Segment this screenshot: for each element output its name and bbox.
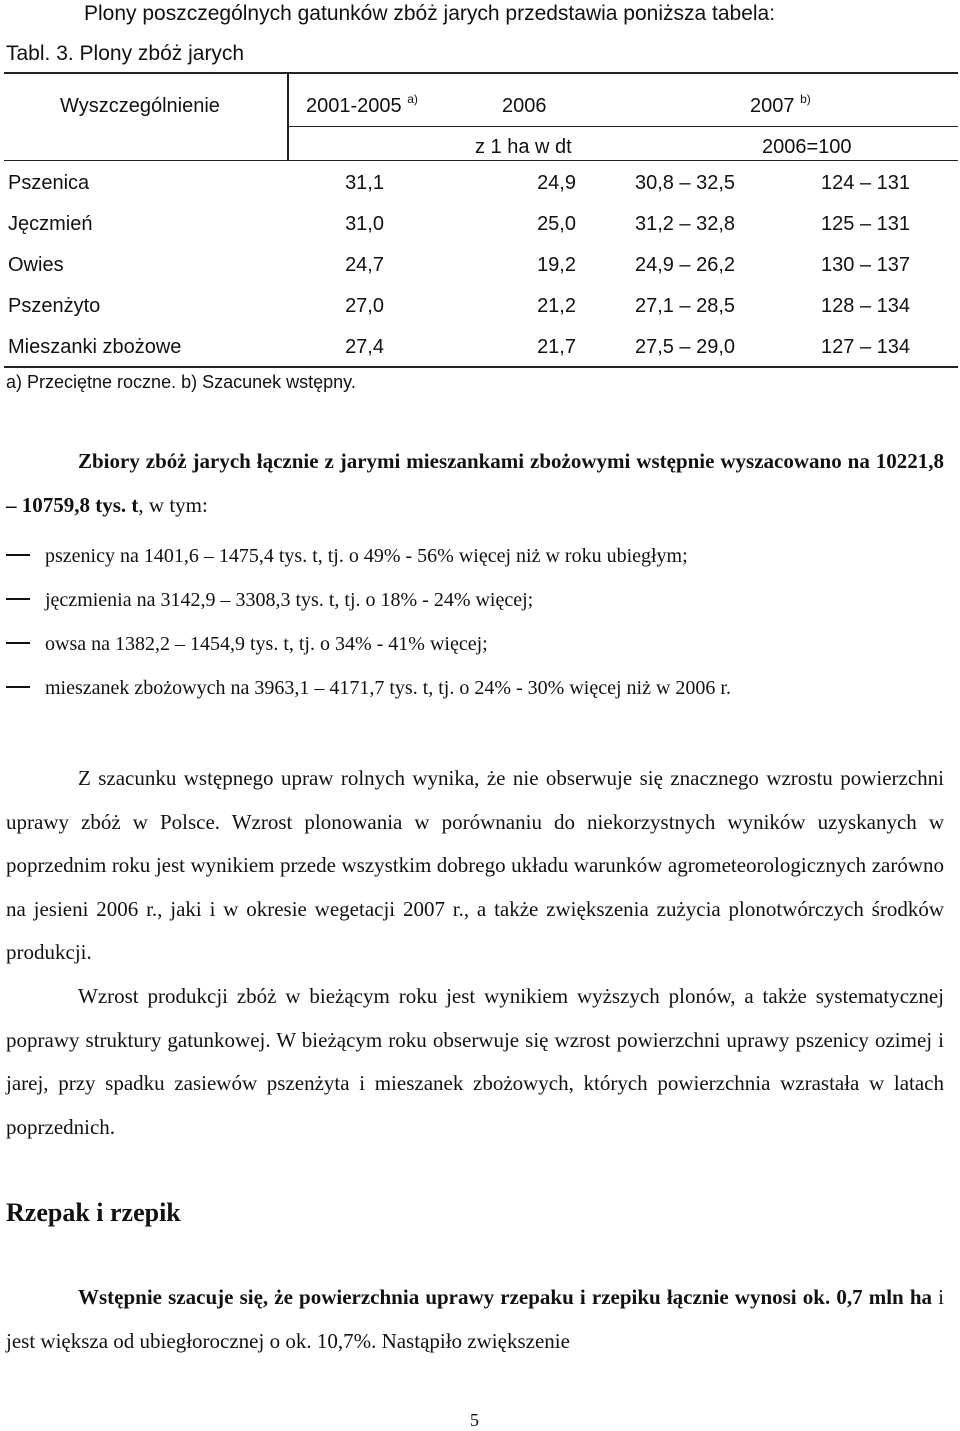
harvest-bold: Zbiory zbóż jarych łącznie z jarymi mieszankami zbożowymi wstępnie wyszacowano na 10221,8 – 10759,8 tys. t xyxy=(6,449,944,517)
production-text: Wzrost produkcji zbóż w bieżącym roku jest wynikiem wyższych plonów, a także systematycznej poprawy struktury gatunkowej. W bieżącym roku obserwuje się wzrost powierzchni uprawy pszenicy ozimej i jarej, przy spadku zasiewów pszenżyta i mieszanek zbożowych, których powierzchnia wzrastała w latach poprzednich. xyxy=(6,984,944,1139)
row-name: Pszenżyto xyxy=(8,295,101,317)
list-item xyxy=(6,677,731,700)
row-2007: 27,5 – 29,0 xyxy=(634,336,736,358)
list-item xyxy=(6,589,533,612)
intro-text: Plony poszczególnych gatunków zbóż jarych przedstawia poniższa tabela: xyxy=(84,2,776,25)
forecast-text: Z szacunku wstępnego upraw rolnych wynika, że nie obserwuje się znacznego wzrostu powierzchni uprawy zbóż w Polsce. Wzrost plonowania w porównaniu do niekorzystnych wyników uzyskanych w poprzednim roku jest wynikiem przede wszystkim dobrego układu warunków agrometeorologicznych zarówno na jesieni 2006 r., jaki i w okresie wegetacji 2007 r., a także zwiększenia zużycia plonotwórczych środków produkcji. xyxy=(6,766,944,965)
row-name: Owies xyxy=(8,254,64,276)
row-avg: 27,4 xyxy=(345,336,384,358)
header-col-avg: 2001-2005 $^{a)}$ xyxy=(306,92,418,117)
row-index: 125 – 131 xyxy=(821,213,910,235)
table-subheader-rule xyxy=(4,160,958,161)
row-2007: 30,8 – 32,5 xyxy=(634,172,736,194)
header-col-2007: 2007 $^{b)}$ xyxy=(750,92,811,117)
list-item-text: jęczmienia na 3142,9 – 3308,3 tys. t, tj. o 18% - 24% więcej; xyxy=(45,589,534,611)
list-item xyxy=(6,545,688,568)
row-avg: 31,1 xyxy=(345,172,384,194)
row-2006: 19,2 xyxy=(537,254,576,276)
row-2007: 31,2 – 32,8 xyxy=(634,213,736,235)
row-name: Jęczmień xyxy=(8,213,93,235)
subheader-index: 2006=100 xyxy=(762,136,852,158)
row-name: Pszenica xyxy=(8,172,90,194)
paragraph-rapeseed xyxy=(6,1276,944,1363)
row-2006: 24,9 xyxy=(537,172,576,194)
table-footnote: a) Przeciętne roczne. b) Szacunek wstępny. xyxy=(6,372,356,392)
row-index: 127 – 134 xyxy=(821,336,910,358)
table-header-rule xyxy=(287,126,958,127)
row-2007: 24,9 – 26,2 xyxy=(634,254,736,276)
list-item-text: mieszanek zbożowych na 3963,1 – 4171,7 tys. t, tj. o 24% - 30% więcej niż w 2006 r. xyxy=(45,677,731,699)
row-index: 124 – 131 xyxy=(821,172,910,194)
rapeseed-bold: Wstępnie szacuje się, że powierzchnia uprawy rzepaku i rzepiku łącznie wynosi ok. 0,7 mln ha xyxy=(78,1285,933,1309)
table-top-rule xyxy=(4,72,958,74)
paragraph-harvest xyxy=(6,440,944,527)
row-avg: 27,0 xyxy=(345,295,384,317)
row-2007: 27,1 – 28,5 xyxy=(634,295,736,317)
row-avg: 31,0 xyxy=(345,213,384,235)
header-col-2006: 2006 xyxy=(502,95,547,117)
subheader-unit: z 1 ha w dt xyxy=(475,136,572,158)
paragraph-forecast xyxy=(6,757,944,975)
rapeseed-rest: i jest większa od ubiegłorocznej o ok. 10,7%. Nastąpiło zwiększenie xyxy=(6,1285,944,1353)
table-bottom-rule xyxy=(4,366,958,368)
list-item-text: pszenicy na 1401,6 – 1475,4 tys. t, tj. o 49% - 56% więcej niż w roku ubiegłym; xyxy=(45,545,688,567)
row-index: 128 – 134 xyxy=(821,295,910,317)
dash-bullet-icon xyxy=(6,642,30,644)
dash-bullet-icon xyxy=(6,554,30,556)
row-2006: 25,0 xyxy=(537,213,576,235)
row-name: Mieszanki zbożowe xyxy=(8,336,182,358)
harvest-rest: , w tym: xyxy=(138,492,208,517)
dash-bullet-icon xyxy=(6,686,30,688)
list-item-text: owsa na 1382,2 – 1454,9 tys. t, tj. o 34% - 41% więcej; xyxy=(45,633,488,655)
dash-bullet-icon xyxy=(6,598,30,600)
row-avg: 24,7 xyxy=(345,254,384,276)
table-header-divider xyxy=(287,72,289,160)
paragraph-production xyxy=(6,975,944,1149)
header-label: Wyszczególnienie xyxy=(60,95,220,117)
section-heading: Rzepak i rzepik xyxy=(6,1198,181,1227)
page-number: 5 xyxy=(470,1410,479,1430)
row-2006: 21,7 xyxy=(537,336,576,358)
row-2006: 21,2 xyxy=(537,295,576,317)
table-caption: Tabl. 3. Plony zbóż jarych xyxy=(6,42,245,65)
list-item xyxy=(6,633,488,656)
row-index: 130 – 137 xyxy=(821,254,910,276)
